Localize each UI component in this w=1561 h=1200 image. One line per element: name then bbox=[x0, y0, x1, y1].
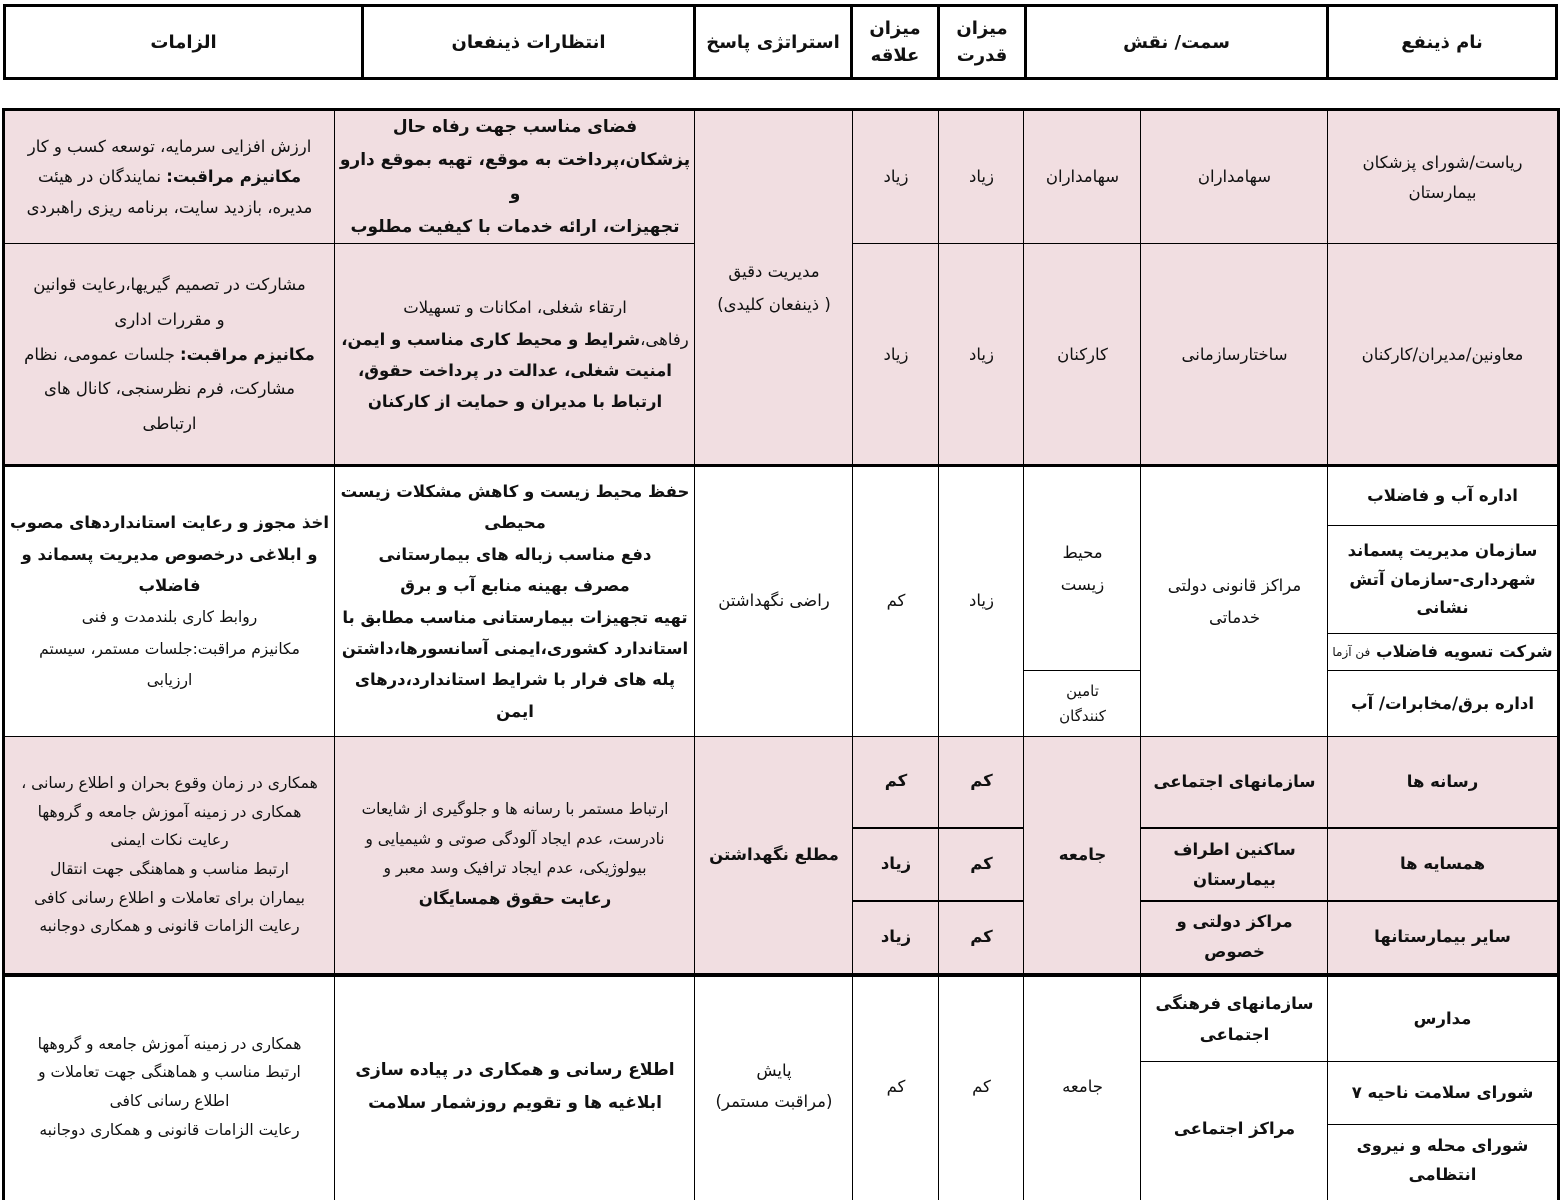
g2-strategy: راضی نگهداشتن bbox=[718, 591, 830, 611]
header-power: میزان قدرت bbox=[956, 18, 1008, 66]
g4-interest: کم bbox=[886, 1076, 906, 1096]
g3-strategy: مطلع نگهداشتن bbox=[695, 737, 853, 973]
g3-name-3: سایر بیمارستانها bbox=[1328, 901, 1557, 973]
g2-requirements: اخذ مجوز و رعایت استانداردهای مصوب و ابلاغی درخصوص مدیریت پسماند و فاضلاب روابط کاری بلندمدت و فنی مکانیزم مراقبت:جلسات مستمر، سیستم ارزیابی bbox=[10, 513, 329, 690]
g4-name-3: شورای محله و نیروی انتظامی bbox=[1356, 1136, 1529, 1184]
g2-role: مراکز قانونی دولتی خدماتی bbox=[1167, 576, 1302, 627]
g1-power-row2: زیاد bbox=[939, 244, 1024, 466]
g2-name-4: اداره برق/مخابرات/ آب bbox=[1351, 693, 1535, 713]
g4-name-1: مدارس bbox=[1413, 1009, 1472, 1029]
g2-sub-suppliers: تامین کنندگان bbox=[1059, 681, 1106, 725]
header-role: سمت/ نقش bbox=[1123, 31, 1230, 53]
g1-interest-row1: زیاد bbox=[853, 111, 939, 244]
g4-name-2: شورای سلامت ناحیه ۷ bbox=[1351, 1083, 1534, 1103]
g2-interest: کم bbox=[886, 591, 906, 611]
g3-name-2: همسایه ها bbox=[1328, 828, 1557, 901]
g3-requirements: همکاری در زمان وقوع بحران و اطلاع رسانی ، همکاری در زمینه آموزش جامعه و گروهها رعایت نکات ایمنی ارتبط مناسب و هماهنگی جهت انتقال بیماران برای تعاملات و اطلاع رسانی کافی رعایت الزامات قانونی و همکاری دوجانبه bbox=[4, 737, 335, 973]
g3-interest-3: زیاد bbox=[853, 901, 939, 973]
g2-name-3: شرکت تسویه فاضلاب فن آزما bbox=[1332, 642, 1553, 662]
g1-req-row2: مشارکت در تصمیم گیریها،رعایت قوانین و مقررات اداری مکانیزم مراقبت: جلسات عمومی، نظام مشارکت، فرم نظرسنجی، کانال های ارتباطی bbox=[4, 244, 335, 466]
header-strategy: استراتژی پاسخ bbox=[706, 31, 840, 53]
g1-strategy: مدیریت دقیق ( ذینفعان کلیدی) bbox=[695, 111, 853, 466]
g1-power-row1: زیاد bbox=[939, 111, 1024, 244]
g3-expectations: ارتباط مستمر با رسانه ها و جلوگیری از شایعات نادرست، عدم ایجاد آلودگی صوتی و شیمیایی و بیولوژیکی، عدم ایجاد ترافیک وسد معبر و رعایت حقوق همسایگان bbox=[335, 737, 695, 973]
g4-expectations: اطلاع رسانی و همکاری در پیاده سازی ابلاغیه ها و تقویم روزشمار سلامت bbox=[355, 1059, 675, 1113]
g3-power-1: کم bbox=[939, 737, 1024, 828]
g2-power: زیاد bbox=[969, 591, 994, 611]
g2-name-2: سازمان مدیریت پسماند شهرداری-سازمان آتش نشانی bbox=[1347, 540, 1538, 618]
g2-expectations: حفظ محیط زیست و کاهش مشکلات زیست محیطی دفع مناسب زباله های بیمارستانی مصرف بهینه منابع آب و برق تهیه تجهیزات بیمارستانی مناسب مطابق با استاندارد کشوری،ایمنی آسانسورها،داشتن پله های فرار با شرایط استاندارد،درهای ایمن bbox=[340, 482, 690, 721]
g3-name-1: رسانه ها bbox=[1328, 737, 1557, 828]
g3-role-3: مراکز دولتی و خصوص bbox=[1141, 901, 1328, 973]
header-requirements: الزامات bbox=[150, 31, 217, 53]
g1-sub-row2: کارکنان bbox=[1024, 244, 1141, 466]
g2-sub-environment: محیط زیست bbox=[1060, 543, 1105, 594]
g2-name-1: اداره آب و فاضلاب bbox=[1367, 485, 1518, 505]
g1-name-row1: ریاست/شورای پزشکان بیمارستان bbox=[1328, 111, 1557, 244]
g1-role-row1: سهامداران bbox=[1141, 111, 1328, 244]
g4-requirements: همکاری در زمینه آموزش جامعه و گروهها ارتبط مناسب و هماهنگی جهت تعاملات و اطلاع رسانی کافی رعایت الزامات قانونی و همکاری دوجانبه bbox=[37, 1034, 302, 1139]
g1-exp-row2: ارتقاء شغلی، امکانات و تسهیلات رفاهی،شرایط و محیط کاری مناسب و ایمن، امنیت شغلی، عدالت در پرداخت حقوق، ارتباط با مدیران و حمایت از کارکنان bbox=[335, 244, 695, 466]
g1-sub-row1: سهامداران bbox=[1024, 111, 1141, 244]
g3-role-1: سازمانهای اجتماعی bbox=[1141, 737, 1328, 828]
g4-sub: جامعه bbox=[1062, 1076, 1103, 1096]
header-name: نام ذینفع bbox=[1401, 31, 1483, 53]
g4-power: کم bbox=[972, 1076, 991, 1096]
g1-exp-row1: فضای مناسب جهت رفاه حال پزشکان،پرداخت به موقع، تهیه بموقع دارو و تجهیزات، ارائه خدمات با کیفیت مطلوب bbox=[335, 111, 695, 244]
header-interest: میزان علاقه bbox=[869, 18, 921, 66]
g1-name-row2: معاونین/مدیران/کارکنان bbox=[1328, 244, 1557, 466]
g1-role-row2: ساختارسازمانی bbox=[1141, 244, 1328, 466]
g3-sub: جامعه bbox=[1024, 737, 1141, 973]
g1-req-row1: ارزش افزایی سرمایه، توسعه کسب و کار مکانیزم مراقبت: نمایندگان در هیئت مدیره، بازدید سایت، برنامه ریزی راهبردی bbox=[4, 111, 335, 244]
g4-strategy: پایش (مراقبت مستمر) bbox=[715, 1061, 833, 1111]
header-expectations: انتظارات ذینفعان bbox=[451, 31, 606, 53]
g3-interest-2: زیاد bbox=[853, 828, 939, 901]
g3-power-3: کم bbox=[939, 901, 1024, 973]
g1-interest-row2: زیاد bbox=[853, 244, 939, 466]
g3-role-2: ساکنین اطراف بیمارستان bbox=[1141, 828, 1328, 901]
g4-role-2: مراکز اجتماعی bbox=[1173, 1119, 1296, 1139]
g3-interest-1: کم bbox=[853, 737, 939, 828]
g4-role-1: سازمانهای فرهنگی اجتماعی bbox=[1155, 993, 1314, 1044]
g3-power-2: کم bbox=[939, 828, 1024, 901]
